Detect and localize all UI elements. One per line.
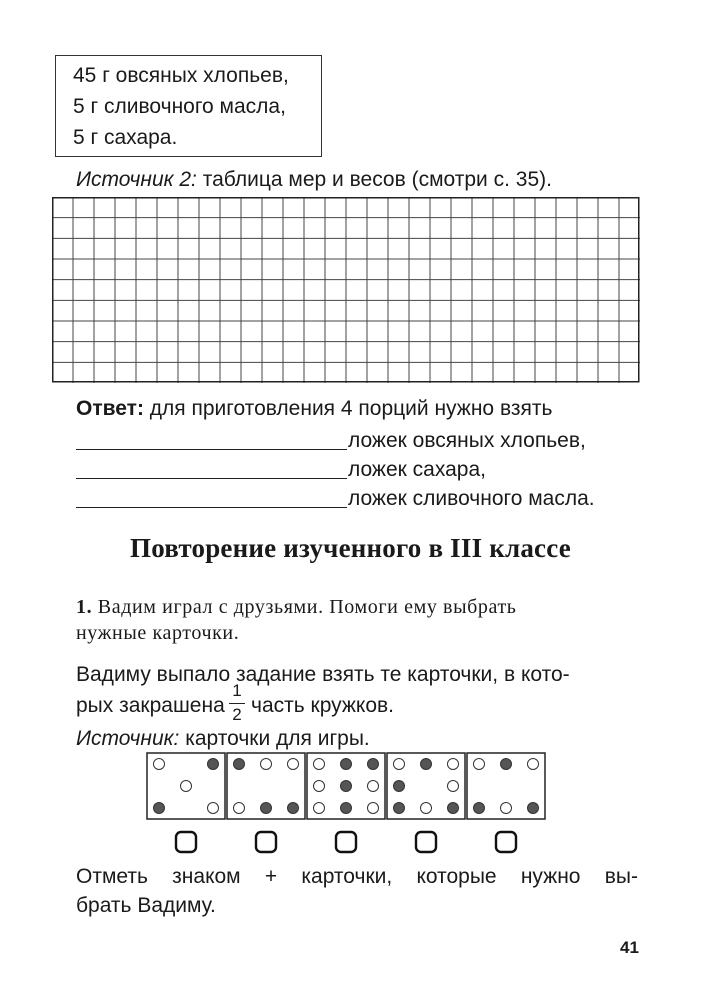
filled-circle bbox=[394, 803, 405, 814]
task1-line1 bbox=[76, 596, 517, 619]
game-card bbox=[147, 753, 225, 819]
answer-text: для приготовления 4 порций нужно взять bbox=[143, 397, 553, 420]
instruction-word: знаком bbox=[172, 865, 241, 888]
source-line bbox=[76, 727, 370, 751]
instruction-line1 bbox=[76, 865, 638, 889]
filled-circle bbox=[528, 803, 539, 814]
filled-circle bbox=[368, 759, 379, 770]
ingredient-butter: 5 г сливочного масла, bbox=[73, 95, 286, 118]
filled-circle bbox=[154, 803, 165, 814]
filled-circle bbox=[394, 781, 405, 792]
card-checkbox[interactable] bbox=[496, 832, 516, 852]
empty-circle bbox=[474, 759, 485, 770]
ingredient-sugar: 5 г сахара. bbox=[73, 126, 178, 149]
answer-unit-oats: ложек овсяных хлопьев, bbox=[348, 429, 586, 452]
empty-circle bbox=[234, 803, 245, 814]
filled-circle bbox=[341, 781, 352, 792]
para1-line2-after: часть кружков. bbox=[251, 694, 395, 717]
card-checkbox[interactable] bbox=[176, 832, 196, 852]
empty-circle bbox=[314, 781, 325, 792]
empty-circle bbox=[368, 803, 379, 814]
page-number: 41 bbox=[620, 938, 639, 957]
empty-circle bbox=[501, 803, 512, 814]
instruction-word: Отметь bbox=[76, 865, 148, 888]
game-card bbox=[227, 753, 305, 819]
instruction-word: нужно bbox=[520, 865, 581, 888]
task1-number: 1. bbox=[76, 596, 93, 618]
answer-label: Ответ: bbox=[76, 397, 144, 420]
empty-circle bbox=[528, 759, 539, 770]
instruction-word: вы- bbox=[604, 865, 638, 888]
section-title: Повторение изученного в III классе bbox=[130, 533, 571, 563]
empty-circle bbox=[448, 781, 459, 792]
fraction-denominator: 2 bbox=[232, 705, 242, 724]
answer-unit-sugar: ложек сахара, bbox=[348, 458, 486, 481]
ingredients-box bbox=[55, 55, 322, 157]
empty-circle bbox=[288, 759, 299, 770]
empty-circle bbox=[261, 759, 272, 770]
game-cards bbox=[146, 752, 546, 864]
filled-circle bbox=[501, 759, 512, 770]
filled-circle bbox=[261, 803, 272, 814]
answer-blank-sugar[interactable] bbox=[76, 478, 347, 479]
empty-circle bbox=[368, 781, 379, 792]
empty-circle bbox=[314, 803, 325, 814]
answer-blank-butter[interactable] bbox=[76, 507, 347, 508]
ingredient-oats: 45 г овсяных хлопьев, bbox=[73, 64, 289, 87]
card-checkbox[interactable] bbox=[416, 832, 436, 852]
filled-circle bbox=[421, 759, 432, 770]
source2-label: Источник 2: bbox=[76, 168, 197, 191]
filled-circle bbox=[234, 759, 245, 770]
source-text: карточки для игры. bbox=[179, 727, 370, 750]
game-card bbox=[387, 753, 465, 819]
answer-grid[interactable] bbox=[52, 197, 640, 383]
empty-circle bbox=[154, 759, 165, 770]
task1-line2: нужные карточки. bbox=[76, 622, 240, 644]
empty-circle bbox=[421, 803, 432, 814]
empty-circle bbox=[394, 759, 405, 770]
instruction-word: которые bbox=[416, 865, 497, 888]
para1-line1: Вадиму выпало задание взять те карточки, в кото- bbox=[76, 663, 570, 686]
answer-unit-butter: ложек сливочного масла. bbox=[348, 487, 595, 510]
instruction-word: карточки, bbox=[301, 865, 393, 888]
card-checkbox[interactable] bbox=[336, 832, 356, 852]
para1-line2-before: рых закрашена bbox=[76, 694, 225, 717]
filled-circle bbox=[341, 759, 352, 770]
instruction-line2: брать Вадиму. bbox=[76, 894, 216, 917]
filled-circle bbox=[288, 803, 299, 814]
empty-circle bbox=[181, 781, 192, 792]
filled-circle bbox=[474, 803, 485, 814]
filled-circle bbox=[448, 803, 459, 814]
source-label: Источник: bbox=[76, 727, 180, 750]
fraction-numerator: 1 bbox=[232, 681, 242, 700]
source2-text: таблица мер и весов (смотри с. 35). bbox=[196, 168, 552, 191]
game-card bbox=[307, 753, 385, 819]
empty-circle bbox=[208, 803, 219, 814]
answer-blank-oats[interactable] bbox=[76, 449, 347, 450]
answer-line bbox=[76, 397, 552, 421]
game-card bbox=[467, 753, 545, 819]
instruction-plus: + bbox=[264, 865, 278, 888]
filled-circle bbox=[208, 759, 219, 770]
filled-circle bbox=[341, 803, 352, 814]
empty-circle bbox=[448, 759, 459, 770]
source2-line bbox=[76, 168, 552, 192]
empty-circle bbox=[314, 759, 325, 770]
card-checkbox[interactable] bbox=[256, 832, 276, 852]
task1-text: Вадим играл с друзьями. Помоги ему выбрать bbox=[92, 596, 517, 618]
fraction-bar bbox=[229, 703, 245, 704]
